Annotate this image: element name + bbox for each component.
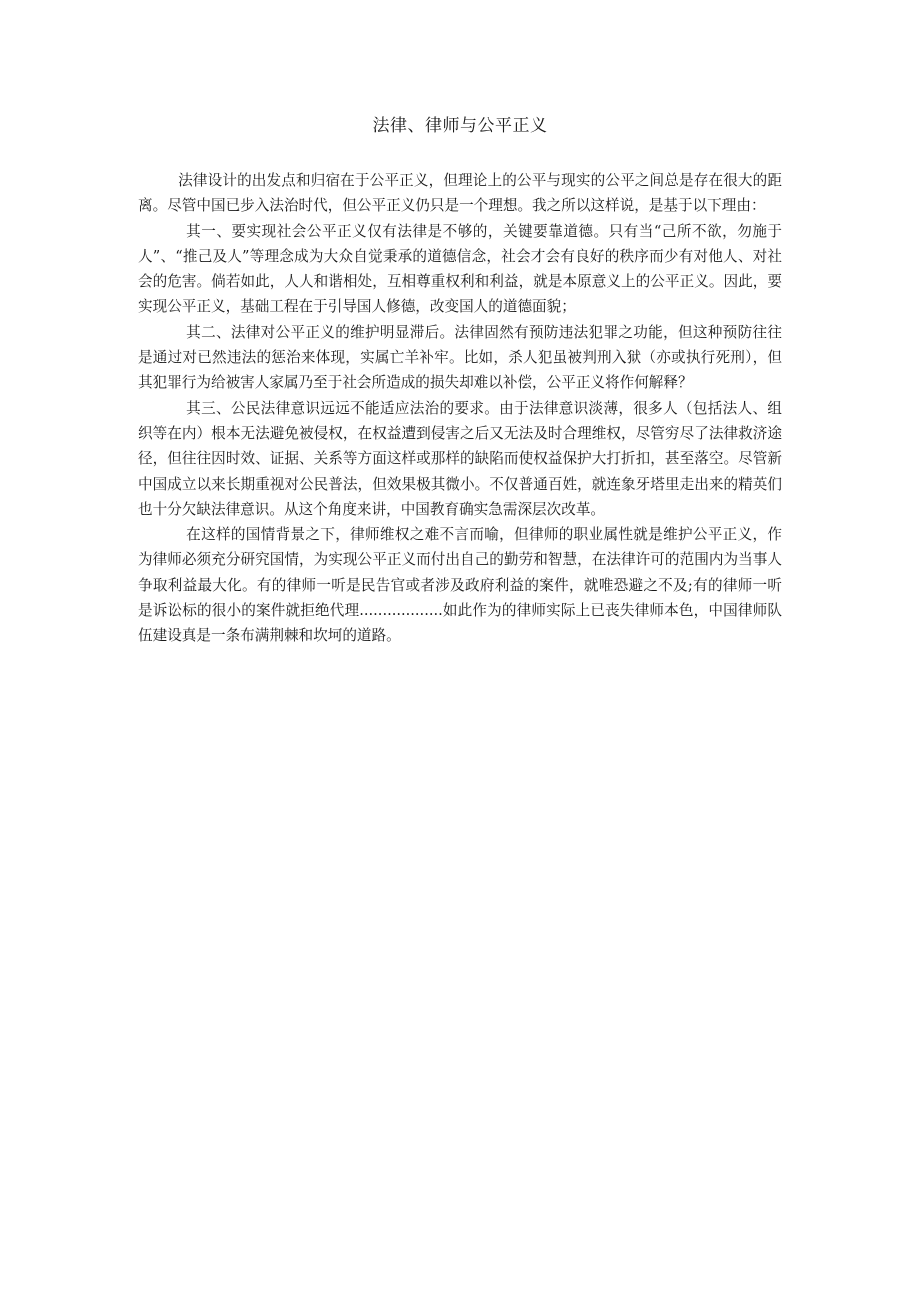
paragraph-conclusion: 在这样的国情背景之下，律师维权之难不言而喻，但律师的职业属性就是维护公平正义，作为律师必须充分研究国情，为实现公平正义而付出自己的勤劳和智慧，在法律许可的范围内为当事人争取利益最大化。有的律师一听是民告官或者涉及政府利益的案件，就唯恐避之不及;有的律师一听是诉讼标的很小的案件就拒绝代理..................如此作为的律师实际上已丧失律师本色，中国律师队伍建设真是一条布满荆棘和坎坷的道路。 <box>138 526 782 645</box>
paragraph-reason-two: 其二、法律对公平正义的维护明显滞后。法律固然有预防违法犯罪之功能，但这种预防往往是通过对已然违法的惩治来体现，实属亡羊补牢。比如，杀人犯虽被判刑入狱（亦或执行死刑），但其犯罪行为给被害人家属乃至于社会所造成的损失却难以补偿，公平正义将作何解释？ <box>138 323 782 392</box>
paragraph-intro: 法律设计的出发点和归宿在于公平正义，但理论上的公平与现实的公平之间总是存在很大的距离。尽管中国已步入法治时代，但公平正义仍只是一个理想。我之所以这样说，是基于以下理由： <box>138 172 782 215</box>
document-title: 法律、律师与公平正义 <box>372 116 548 136</box>
document-body <box>138 168 782 649</box>
paragraph-reason-one: 其一、要实现社会公平正义仅有法律是不够的，关键要靠道德。只有当“己所不欲，勿施于人”、“推己及人”等理念成为大众自觉秉承的道德信念，社会才会有良好的秩序而少有对他人、对社会的危害。倘若如此，人人和谐相处，互相尊重权利和利益，就是本原意义上的公平正义。因此，要实现公平正义，基础工程在于引导国人修德，改变国人的道德面貌； <box>138 222 782 316</box>
paragraph-reason-three: 其三、公民法律意识远远不能适应法治的要求。由于法律意识淡薄，很多人（包括法人、组织等在内）根本无法避免被侵权，在权益遭到侵害之后又无法及时合理维权，尽管穷尽了法律救济途径，但往往因时效、证据、关系等方面这样或那样的缺陷而使权益保护大打折扣，甚至落空。尽管新中国成立以来长期重视对公民普法，但效果极其微小。不仅普通百姓，就连象牙塔里走出来的精英们也十分欠缺法律意识。从这个角度来讲，中国教育确实急需深层次改革。 <box>138 399 782 518</box>
